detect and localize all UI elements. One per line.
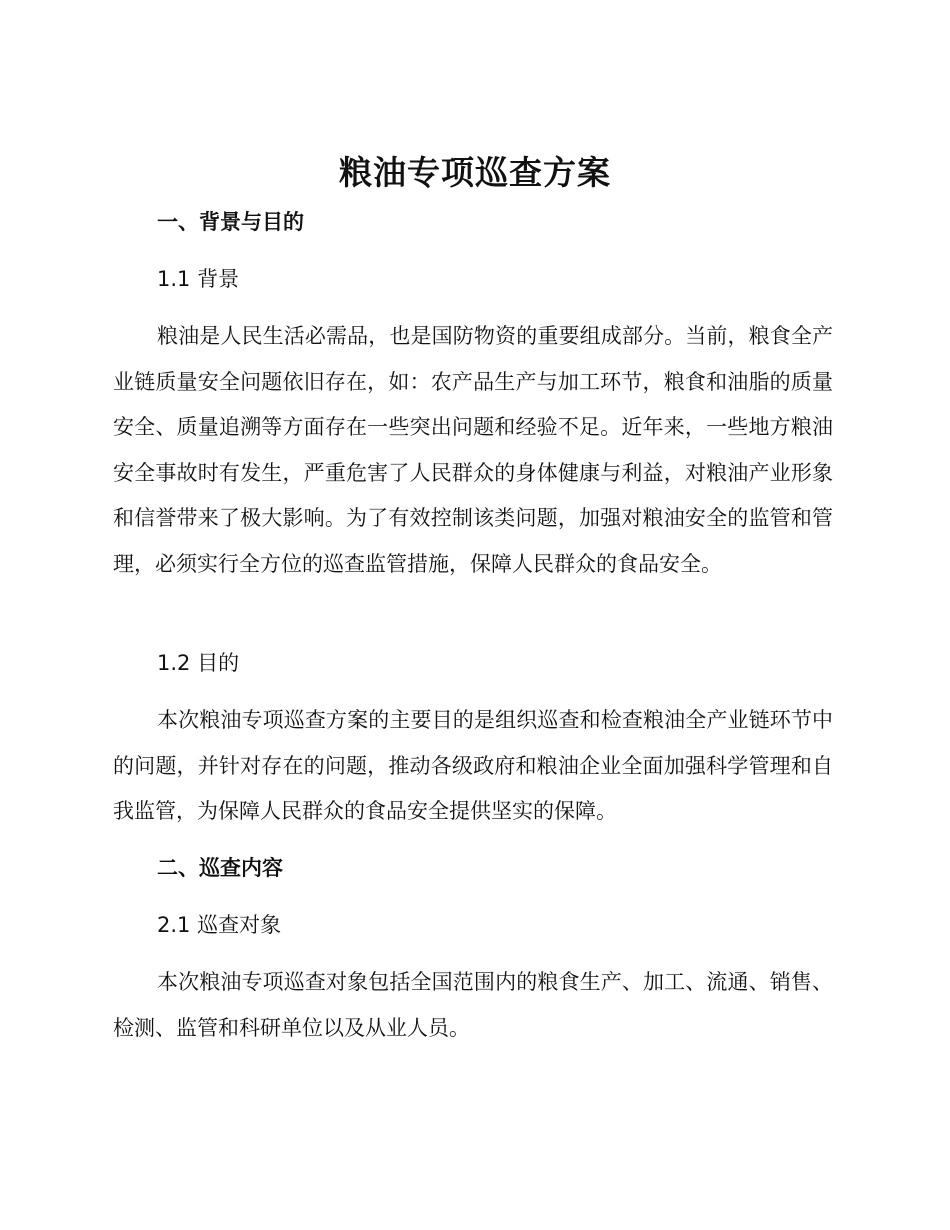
- section-heading-inspection-content: 二、巡查内容: [157, 856, 283, 880]
- paragraph-inspection-targets: 本次粮油专项巡查对象包括全国范围内的粮食生产、加工、流通、销售、检测、监管和科研单位以及从业人员。: [113, 970, 833, 1040]
- subsection-heading-inspection-targets: 2.1 巡查对象: [157, 913, 282, 937]
- subsection-heading-background: 1.1 背景: [157, 267, 240, 291]
- section-heading-background-purpose: 一、背景与目的: [157, 210, 304, 234]
- paragraph-purpose: 本次粮油专项巡查方案的主要目的是组织巡查和检查粮油全产业链环节中的问题，并针对存在的问题，推动各级政府和粮油企业全面加强科学管理和自我监管，为保障人民群众的食品安全提供坚实的保障。: [113, 708, 833, 823]
- document-title: 粮油专项巡查方案: [339, 153, 611, 192]
- paragraph-background: 粮油是人民生活必需品，也是国防物资的重要组成部分。当前，粮食全产业链质量安全问题依旧存在，如：农产品生产与加工环节，粮食和油脂的质量安全、质量追溯等方面存在一些突出问题和经验不足。近年来，一些地方粮油安全事故时有发生，严重危害了人民群众的身体健康与利益，对粮油产业形象和信誉带来了极大影响。为了有效控制该类问题，加强对粮油安全的监管和管理，必须实行全方位的巡查监管措施，保障人民群众的食品安全。: [113, 324, 833, 576]
- subsection-heading-purpose: 1.2 目的: [157, 651, 240, 675]
